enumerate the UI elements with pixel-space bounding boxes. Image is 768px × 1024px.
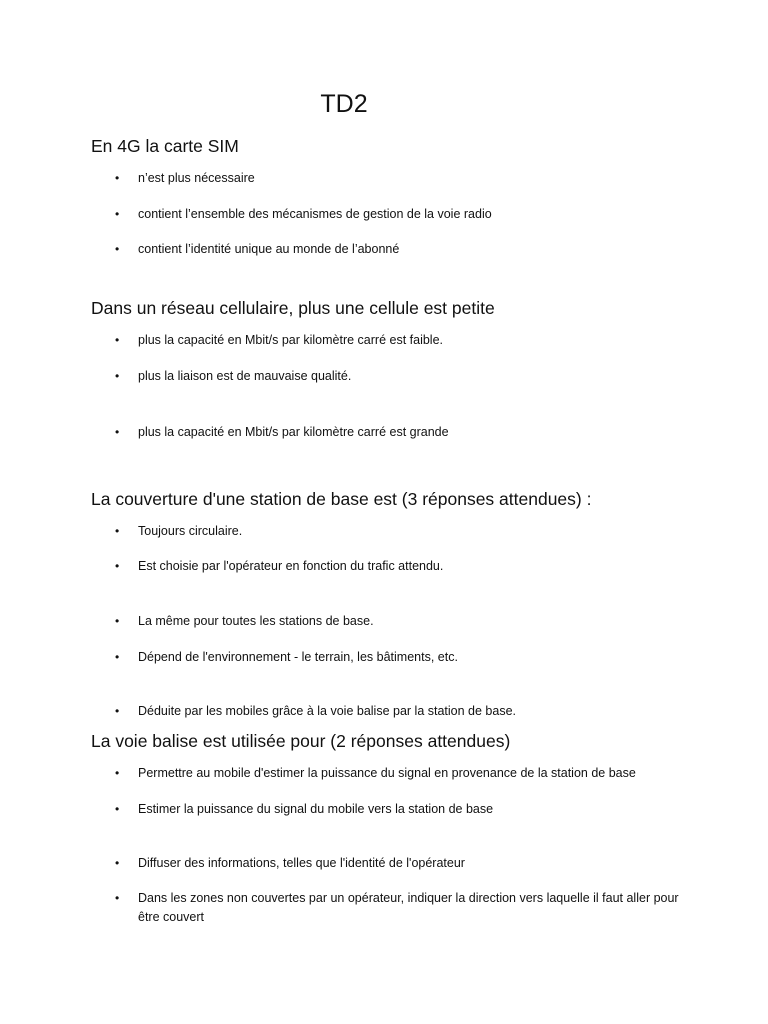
section-1-heading: En 4G la carte SIM [91, 136, 239, 156]
section-4-heading: La voie balise est utilisée pour (2 réponses attendues) [91, 731, 511, 751]
list-item: • plus la capacité en Mbit/s par kilomètre carré est grande [115, 423, 695, 442]
section-3-heading: La couverture d'une station de base est (3 réponses attendues) : [91, 489, 592, 509]
bullet-icon: • [115, 171, 120, 185]
list-item: • n’est plus nécessaire [115, 169, 695, 188]
list-item: • plus la capacité en Mbit/s par kilomètre carré est faible. [115, 331, 695, 350]
bullet-icon: • [115, 614, 120, 628]
section-2-heading: Dans un réseau cellulaire, plus une cellule est petite [91, 298, 495, 318]
list-item: • Diffuser des informations, telles que l'identité de l'opérateur [115, 854, 695, 873]
list-item: • La même pour toutes les stations de base. [115, 612, 695, 631]
bullet-icon: • [115, 369, 120, 383]
list-item: • Est choisie par l'opérateur en fonction du trafic attendu. [115, 557, 695, 576]
bullet-icon: • [115, 704, 120, 718]
list-item: • Estimer la puissance du signal du mobile vers la station de base [115, 800, 695, 819]
list-item: • Permettre au mobile d'estimer la puissance du signal en provenance de la station de base [115, 764, 695, 783]
bullet-icon: • [115, 333, 120, 347]
bullet-icon: • [115, 559, 120, 573]
bullet-icon: • [115, 524, 120, 538]
bullet-icon: • [115, 207, 120, 221]
page-title: TD2 [320, 90, 368, 118]
bullet-icon: • [115, 425, 120, 439]
list-item: • Déduite par les mobiles grâce à la voie balise par la station de base. [115, 702, 695, 721]
list-item: • Toujours circulaire. [115, 522, 695, 541]
bullet-icon: • [115, 802, 120, 816]
list-item: • Dépend de l'environnement - le terrain, les bâtiments, etc. [115, 648, 695, 667]
list-item: • contient l’ensemble des mécanismes de gestion de la voie radio [115, 205, 695, 224]
list-item: • Dans les zones non couvertes par un opérateur, indiquer la direction vers laquelle il faut aller pour être couvert [115, 891, 679, 924]
bullet-icon: • [115, 650, 120, 664]
list-item: • contient l’identité unique au monde de l’abonné [115, 240, 695, 259]
bullet-icon: • [115, 856, 120, 870]
bullet-icon: • [115, 766, 120, 780]
list-item: • plus la liaison est de mauvaise qualité. [115, 367, 695, 386]
bullet-icon: • [115, 891, 120, 905]
bullet-icon: • [115, 242, 120, 256]
